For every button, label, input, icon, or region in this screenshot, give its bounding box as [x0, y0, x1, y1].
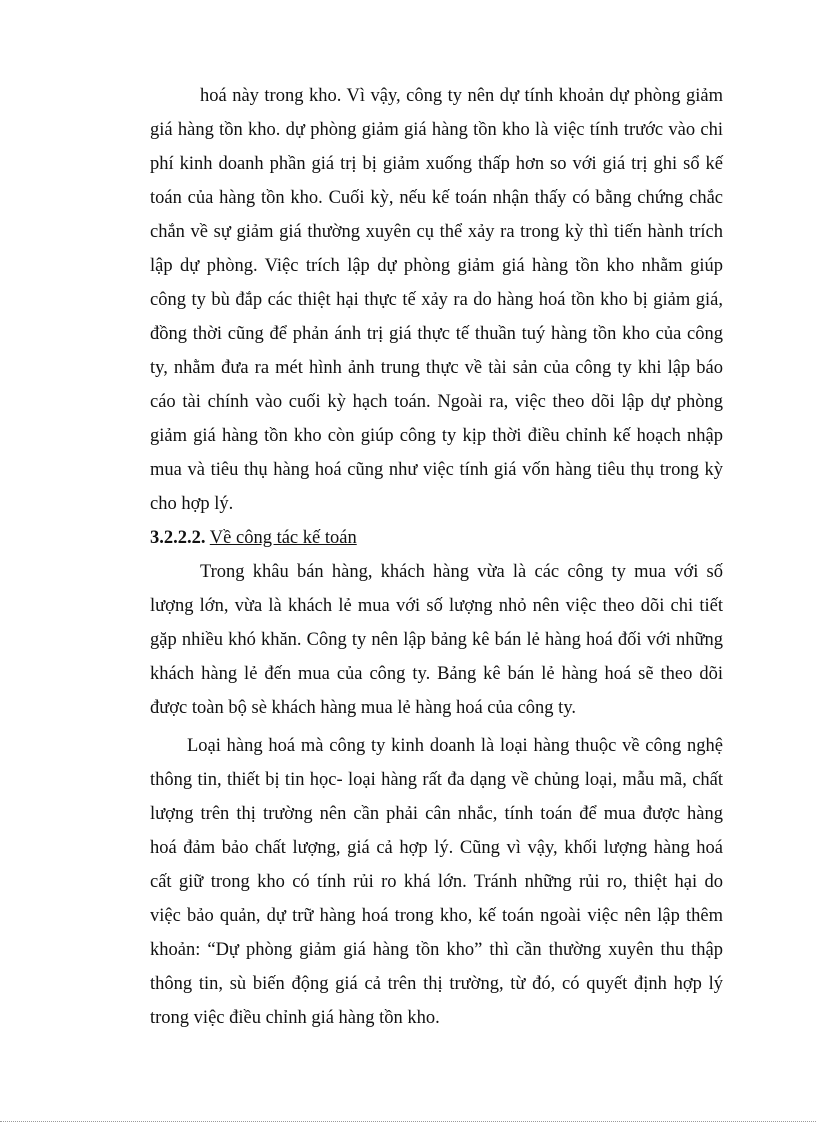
- paragraph-line: toán của hàng tồn kho. Cuối kỳ, nếu kế toán nhận thấy có bằng chứng chắc: [150, 188, 723, 208]
- page-bottom-border: [0, 1121, 816, 1122]
- paragraph-line: phí kinh doanh phần giá trị bị giảm xuống thấp hơn so với giá trị ghi sổ kế: [150, 154, 723, 174]
- paragraph-line: khoản: “Dự phòng giảm giá hàng tồn kho” thì cần thường xuyên thu thập: [150, 940, 723, 960]
- paragraph-line: giá hàng tồn kho. dự phòng giảm giá hàng tồn kho là việc tính trước vào chi: [150, 120, 723, 140]
- paragraph-line: cho hợp lý.: [150, 494, 234, 514]
- section-heading: [150, 527, 357, 549]
- paragraph-line: hoá này trong kho. Vì vậy, công ty nên dự tính khoản dự phòng giảm: [200, 86, 723, 106]
- paragraph-line: trong việc điều chỉnh giá hàng tồn kho.: [150, 1008, 440, 1028]
- paragraph-line: thông tin, thiết bị tin học- loại hàng rất đa dạng về chủng loại, mẫu mã, chất: [150, 770, 723, 790]
- paragraph-line: giảm giá hàng tồn kho còn giúp công ty kịp thời điều chỉnh kế hoạch nhập: [150, 426, 723, 446]
- paragraph-line: lượng trên thị trường nên cần phải cân nhắc, tính toán để mua được hàng: [150, 804, 723, 824]
- paragraph-line: lập dự phòng. Việc trích lập dự phòng giảm giá hàng tồn kho nhằm giúp: [150, 256, 723, 276]
- paragraph-line: thông tin, sù biến động giá cả trên thị trường, từ đó, có quyết định hợp lý: [150, 974, 723, 994]
- section-title: Về công tác kế toán: [209, 528, 357, 548]
- paragraph-line: công ty bù đắp các thiệt hại thực tế xảy ra do hàng hoá tồn kho bị giảm giá,: [150, 290, 723, 310]
- paragraph-line: mua và tiêu thụ hàng hoá cũng như việc tính giá vốn hàng tiêu thụ trong kỳ: [150, 460, 723, 480]
- paragraph-line: được toàn bộ sè khách hàng mua lẻ hàng hoá của công ty.: [150, 698, 576, 718]
- paragraph-line: khách hàng lẻ đến mua của công ty. Bảng kê bán lẻ hàng hoá sẽ theo dõi: [150, 664, 723, 684]
- paragraph-line: ty, nhằm đưa ra mét hình ảnh trung thực về tài sản của công ty khi lập báo: [150, 358, 723, 378]
- section-number: 3.2.2.2.: [150, 528, 206, 548]
- paragraph-line: gặp nhiều khó khăn. Công ty nên lập bảng kê bán lẻ hàng hoá đối với những: [150, 630, 723, 650]
- paragraph-line: việc bảo quản, dự trữ hàng hoá trong kho, kế toán ngoài việc nên lập thêm: [150, 906, 723, 926]
- paragraph-line: chắn về sự giảm giá thường xuyên cụ thể xảy ra trong kỳ thì tiến hành trích: [150, 222, 723, 242]
- paragraph-line: Loại hàng hoá mà công ty kinh doanh là loại hàng thuộc về công nghệ: [187, 736, 723, 756]
- paragraph-line: hoá đảm bảo chất lượng, giá cả hợp lý. Cũng vì vậy, khối lượng hàng hoá: [150, 838, 723, 858]
- paragraph-line: lượng lớn, vừa là khách lẻ mua với số lượng nhỏ nên việc theo dõi chi tiết: [150, 596, 723, 616]
- paragraph-line: cất giữ trong kho có tính rủi ro khá lớn. Tránh những rủi ro, thiệt hại do: [150, 872, 723, 892]
- paragraph-line: Trong khâu bán hàng, khách hàng vừa là các công ty mua với số: [200, 562, 723, 582]
- paragraph-line: đồng thời cũng để phản ánh trị giá thực tế thuần tuý hàng tồn kho của công: [150, 324, 723, 344]
- paragraph-line: cáo tài chính vào cuối kỳ hạch toán. Ngoài ra, việc theo dõi lập dự phòng: [150, 392, 723, 412]
